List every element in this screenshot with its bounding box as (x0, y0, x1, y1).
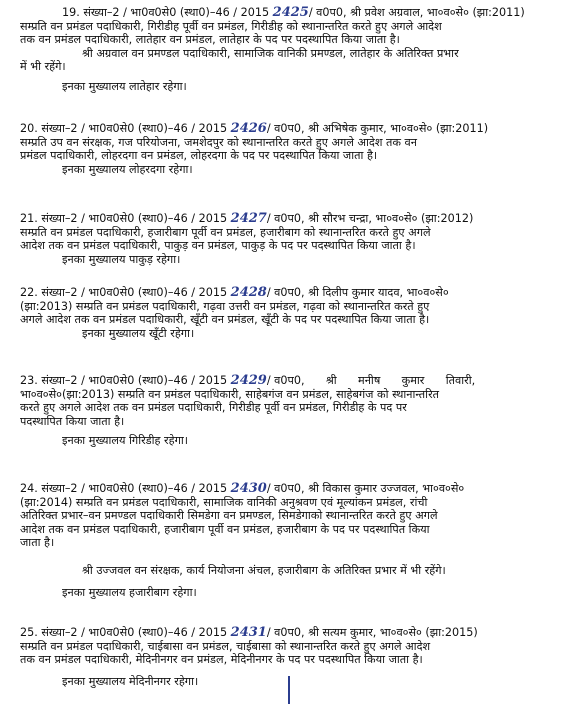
headquarter-line: इनका मुख्यालय लोहरदगा रहेगा। (62, 162, 193, 176)
extra-charge-line: श्री अग्रवाल वन प्रमण्डल पदाधिकारी, सामाजिक वानिकी प्रमण्डल, लातेहार के अतिरिक्त प्रभार (82, 46, 459, 60)
headquarter-line: इनका मुख्यालय मेदिनीनगर रहेगा। (62, 674, 199, 688)
entry-line: अगले आदेश तक वन प्रमंडल पदाधिकारी, खूँटी वन प्रमंडल, खूँटी के पद पर पदस्थापित किया जाता है। (20, 313, 430, 327)
entry-header (20, 482, 550, 496)
handwritten-number: 2431 (230, 625, 267, 640)
entry-header (20, 122, 550, 136)
order-entry-25 (20, 626, 550, 688)
entry-number: 19. संख्या–2 / भा0व0से0 (स्था0)–46 / 2015 (62, 6, 270, 19)
entry-header (20, 374, 550, 388)
extra-charge-line: श्री उज्जवल वन संरक्षक, कार्य नियोजना अंचल, हजारीबाग के अतिरिक्त प्रभार में भी रहेंगे। (82, 563, 446, 577)
handwritten-number: 2426 (230, 121, 267, 136)
entry-line: तक वन प्रमंडल पदाधिकारी, मेदिनीनगर वन प्रमंडल, मेदिनीनगर के पद पर पदस्थापित किया जाता है। (20, 653, 423, 667)
entry-line: (झा:2013) सम्प्रति वन प्रमंडल पदाधिकारी, गढ़वा उत्तरी वन प्रमंडल, गढ़वा को स्थानान्तरित करते हुए (20, 299, 430, 313)
entry-number: 23. संख्या–2 / भा0व0से0 (स्था0)–46 / 2015 (20, 374, 228, 387)
headquarter-line: इनका मुख्यालय खूँटी रहेगा। (82, 326, 195, 340)
entry-header (20, 6, 550, 20)
entry-header (20, 626, 550, 640)
entry-header-rest: / व0प0, श्री प्रवेश अग्रवाल, भा०व०से० (झा:2011) (308, 6, 525, 19)
entry-line: जाता है। (20, 536, 55, 550)
entry-line: सम्प्रति वन प्रमंडल पदाधिकारी, हजारीबाग पूर्वी वन प्रमंडल, हजारीबाग को स्थानान्तरित करते हुए अगले (20, 225, 431, 239)
extra-charge-line: में भी रहेंगे। (20, 60, 66, 74)
entry-header (20, 286, 550, 300)
entry-line: आदेश तक वन प्रमंडल पदाधिकारी, हजारीबाग पूर्वी वन प्रमंडल, हजारीबाग के पद पर पदस्थापित किया (20, 522, 430, 536)
handwritten-number: 2425 (272, 5, 309, 20)
handwritten-number: 2430 (230, 481, 267, 496)
order-entry-20 (20, 122, 550, 176)
entry-line: भा०व०से०(झा:2013) सम्प्रति वन प्रमंडल पदाधिकारी, साहेबगंज वन प्रमंडल, साहेबगंज को स्थानान्तरित (20, 387, 440, 401)
entry-line: (झा:2014) सम्प्रति वन प्रमंडल पदाधिकारी, सामाजिक वानिकी अनुश्रवण एवं मूल्यांकन प्रमंडल, रांची (20, 495, 428, 509)
headquarter-line: इनका मुख्यालय गिरिडीह रहेगा। (62, 434, 189, 448)
entry-line: तक वन प्रमंडल पदाधिकारी, लातेहार वन प्रमंडल, लातेहार के पद पर पदस्थापित किया जाता है। (20, 33, 400, 47)
entry-header-rest: / व0प0, श्री सत्यम कुमार, भा०व०से० (झा:2015) (266, 626, 478, 639)
entry-header-rest: / व0प0, श्री दिलीप कुमार यादव, भा०व०से० (266, 286, 449, 299)
order-entry-21 (20, 212, 550, 266)
entry-header-rest: / व0प0, श्री अभिषेक कुमार, भा०व०से० (झा:2011) (266, 122, 489, 135)
entry-number: 21. संख्या–2 / भा0व0से0 (स्था0)–46 / 2015 (20, 212, 228, 225)
entry-line: सम्प्रति वन प्रमंडल पदाधिकारी, चाईबासा वन प्रमंडल, चाईबासा को स्थानान्तरित करते हुए अगले आदेश (20, 639, 431, 653)
order-entry-22 (20, 286, 550, 340)
headquarter-line: इनका मुख्यालय हजारीबाग रहेगा। (62, 585, 197, 599)
entry-number: 20. संख्या–2 / भा0व0से0 (स्था0)–46 / 2015 (20, 122, 228, 135)
headquarter-line: इनका मुख्यालय पाकुड़ रहेगा। (62, 252, 181, 266)
headquarter-line: इनका मुख्यालय लातेहार रहेगा। (62, 79, 187, 93)
order-entry-24 (20, 482, 550, 599)
pen-mark (288, 676, 290, 704)
entry-line: पदस्थापित किया जाता है। (20, 414, 125, 428)
entry-header-rest: / व0प0, श्री मनीष कुमार तिवारी, (266, 374, 476, 387)
entry-number: 22. संख्या–2 / भा0व0से0 (स्था0)–46 / 2015 (20, 286, 228, 299)
entry-header (20, 212, 550, 226)
handwritten-number: 2428 (230, 285, 267, 300)
entry-header-rest: / व0प0, श्री विकास कुमार उज्जवल, भा०व०से० (266, 482, 465, 495)
entry-header-rest: / व0प0, श्री सौरभ चन्द्रा, भा०व०से० (झा:2012) (266, 212, 474, 225)
order-entry-19 (20, 6, 550, 94)
entry-line: सम्प्रति वन प्रमंडल पदाधिकारी, गिरीडीह पूर्वी वन प्रमंडल, गिरीडीह को स्थानान्तरित करते हुए अगले आदेश (20, 19, 442, 33)
entry-line: प्रमंडल पदाधिकारी, लोहरदगा वन प्रमंडल, लोहरदगा के पद पर पदस्थापित किया जाता है। (20, 149, 378, 163)
handwritten-number: 2429 (230, 373, 267, 388)
order-entry-23 (20, 374, 550, 448)
entry-line: सम्प्रति उप वन संरक्षक, गज परियोजना, जमशेदपुर को स्थानान्तरित करते हुए अगले आदेश तक वन (20, 135, 417, 149)
entry-line: अतिरिक्त प्रभार–वन प्रमण्डल पदाधिकारी सिमडेगा वन प्रमण्डल, सिमडेगाको स्थानान्तरित करते हुए अगले (20, 509, 438, 523)
handwritten-number: 2427 (230, 211, 267, 226)
entry-line: करते हुए अगले आदेश तक वन प्रमंडल पदाधिकारी, गिरीडीह पूर्वी वन प्रमंडल, गिरीडीह के पद पर (20, 401, 407, 415)
entry-number: 24. संख्या–2 / भा0व0से0 (स्था0)–46 / 2015 (20, 482, 228, 495)
entry-number: 25. संख्या–2 / भा0व0से0 (स्था0)–46 / 2015 (20, 626, 228, 639)
entry-line: आदेश तक वन प्रमंडल पदाधिकारी, पाकुड़ वन प्रमंडल, पाकुड़ के पद पर पदस्थापित किया जाता है। (20, 239, 416, 253)
